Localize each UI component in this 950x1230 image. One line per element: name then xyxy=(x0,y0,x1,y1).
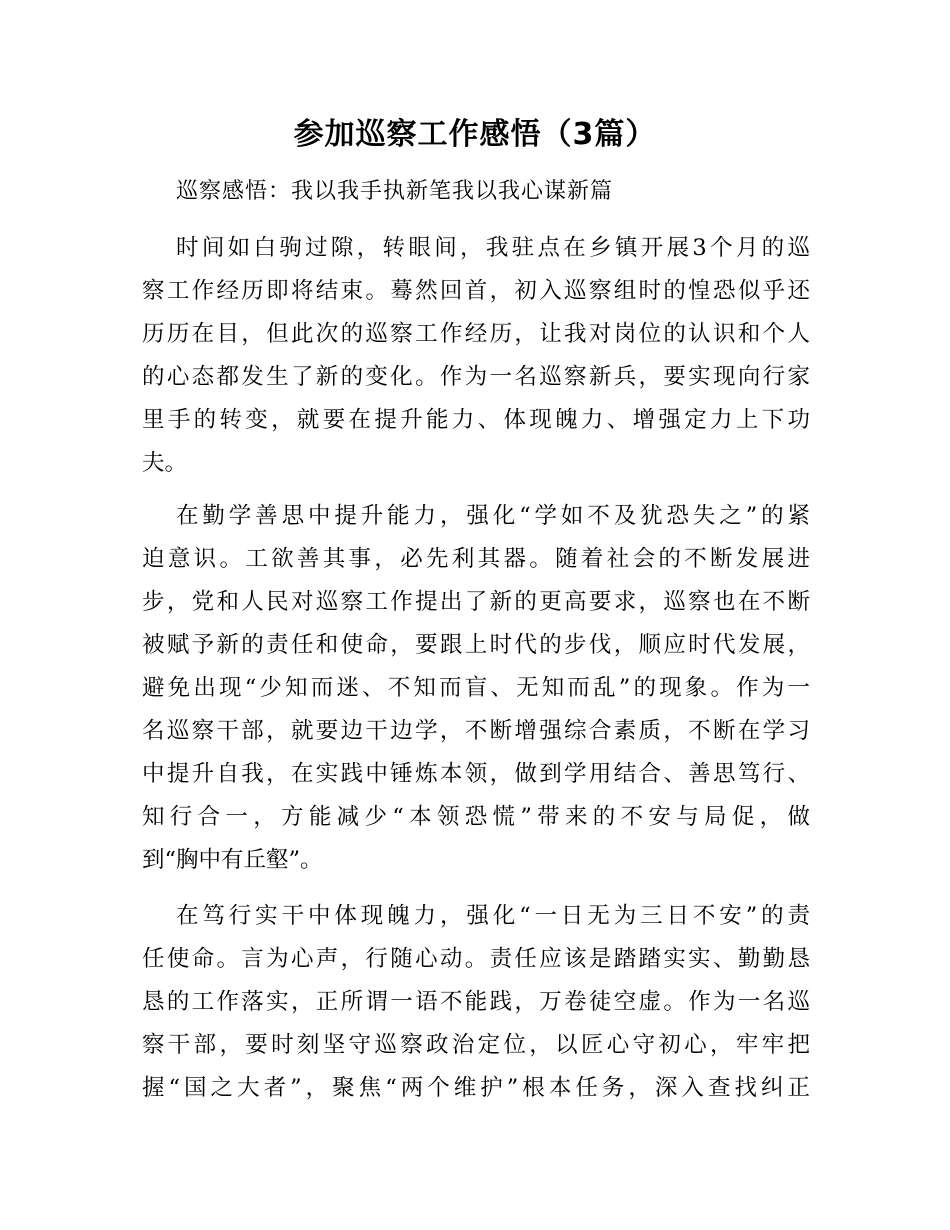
paragraph-line: 察干部，要时刻坚守巡察政治定位，以匠心守初心，牢牢把 xyxy=(142,1032,810,1058)
paragraph-line: 步，党和人民对巡察工作提出了新的更高要求，巡察也在不断 xyxy=(142,589,810,615)
document-subtitle: 巡察感悟：我以我手执新笔我以我心谋新篇 xyxy=(176,179,614,204)
paragraph-line: 在勤学善思中提升能力，强化“学如不及犹恐失之”的紧 xyxy=(176,503,810,529)
document-title: 参加巡察工作感悟（3篇） xyxy=(293,117,657,152)
paragraph-line: 握“国之大者”，聚焦“两个维护”根本任务，深入查找纠正 xyxy=(142,1075,810,1101)
paragraph-line: 任使命。言为心声，行随心动。责任应该是踏踏实实、勤勤恳 xyxy=(142,946,810,972)
paragraph-1 xyxy=(142,227,810,485)
paragraph-line: 察工作经历即将结束。蓦然回首，初入巡察组时的惶恐似乎还 xyxy=(142,278,810,304)
paragraph-line: 恳的工作落实，正所谓一语不能践，万卷徒空虚。作为一名巡 xyxy=(142,989,810,1015)
paragraph-line: 知行合一，方能减少“本领恐慌”带来的不安与局促，做 xyxy=(142,804,810,830)
paragraph-line: 历历在目，但此次的巡察工作经历，让我对岗位的认识和个人 xyxy=(142,321,810,347)
paragraph-line: 被赋予新的责任和使命，要跟上时代的步伐，顺应时代发展， xyxy=(142,632,810,658)
paragraph-2 xyxy=(142,495,810,882)
paragraph-line: 夫。 xyxy=(142,450,188,476)
paragraph-line: 避免出现“少知而迷、不知而盲、无知而乱”的现象。作为一 xyxy=(142,675,810,701)
paragraph-line: 到“胸中有丘壑”。 xyxy=(142,847,323,873)
paragraph-line: 名巡察干部，就要边干边学，不断增强综合素质，不断在学习 xyxy=(142,718,810,744)
paragraph-line: 中提升自我，在实践中锤炼本领，做到学用结合、善思笃行、 xyxy=(142,761,810,787)
paragraph-line: 时间如白驹过隙，转眼间，我驻点在乡镇开展3个月的巡 xyxy=(176,235,810,261)
paragraph-line: 迫意识。工欲善其事，必先利其器。随着社会的不断发展进 xyxy=(142,546,810,572)
paragraph-line: 里手的转变，就要在提升能力、体现魄力、增强定力上下功 xyxy=(142,407,810,433)
paragraph-line: 在笃行实干中体现魄力，强化“一日无为三日不安”的责 xyxy=(176,903,810,929)
paragraph-3 xyxy=(142,895,810,1110)
paragraph-line: 的心态都发生了新的变化。作为一名巡察新兵，要实现向行家 xyxy=(142,364,810,390)
